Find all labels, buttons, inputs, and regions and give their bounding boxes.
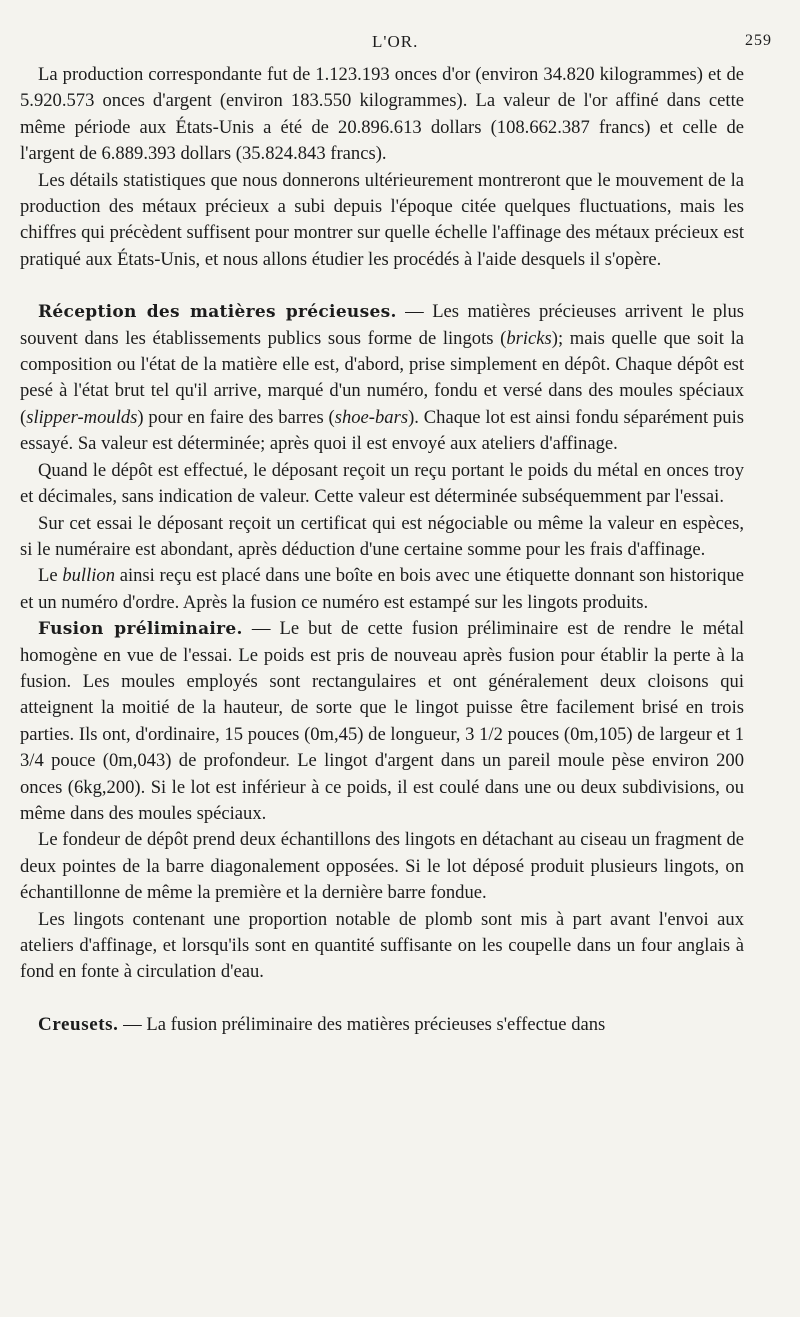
body-text (20, 62, 744, 1038)
paragraph: Le fondeur de dépôt prend deux échantillons des lingots en détachant au ciseau un fragment de deux pointes de la barre diagonalement opposées. Si le lot déposé produit plusieurs lingots, on échantillonne de même la première et la dernière barre fondue. (20, 829, 744, 904)
paragraph: Quand le dépôt est effectué, le déposant reçoit un reçu portant le poids du métal en onces troy et décimales, sans indication de valeur. Cette valeur est déterminée subséquemment par l'essai. (20, 459, 744, 508)
section-heading-creusets: Creusets. (38, 1013, 119, 1035)
creusets-paragraph: Creusets. — La fusion préliminaire des matières précieuses s'effectue dans (38, 1013, 606, 1035)
section-heading-fusion: Fusion préliminaire. (38, 619, 243, 640)
page-number: 259 (745, 32, 772, 49)
reception-paragraph: Réception des matières précieuses. — Les matières précieuses arrivent le plus souvent dans les établissements publics sous forme de lingots (bricks); mais quelle que soit la composition ou l'état de la matière elle est, d'abord, prise simplement en dépôt. Chaque dépôt est pesé à l'état brut tel qu'il arrive, marqué d'un numéro, fondu et versé dans des moules spéciaux (slipper-moulds) pour en faire des barres (shoe-bars). Chaque lot est ainsi fondu séparément puis essayé. Sa valeur est déterminée; après quoi il est envoyé aux ateliers d'affinage. (20, 301, 744, 455)
running-title: L'OR. (372, 32, 419, 51)
running-head (20, 28, 772, 62)
section-heading-reception: Réception des matières précieuses. (38, 302, 397, 323)
paragraph: Les détails statistiques que nous donnerons ultérieurement montreront que le mouvement de la production des métaux précieux a subi depuis l'époque citée quelques fluctuations, mais les chiffres qui précèdent suffisent pour montrer sur quelle échelle l'affinage des métaux précieux est pratiqué aux États-Unis, et nous allons étudier les procédés à l'aide desquels il s'opère. (20, 169, 744, 270)
fusion-paragraph: Fusion préliminaire. — Le but de cette fusion préliminaire est de rendre le métal homogène en vue de l'essai. Le poids est pris de nouveau après fusion pour établir la perte à la fusion. Les moules employés sont rectangulaires et ont généralement deux cloisons qui atteignent la moitié de la hauteur, de sorte que le lingot puisse être facilement brisé en trois parties. Ils ont, d'ordinaire, 15 pouces (0m,45) de longueur, 3 1/2 pouces (0m,105) de largeur et 1 3/4 pouce (0m,043) de profondeur. Le lingot d'argent dans un pareil moule pèse environ 200 onces (6kg,200). Si le lot est inférieur à ce poids, il est coulé dans une ou deux subdivisions, ou même dans des moules spéciaux. (20, 618, 744, 824)
paragraph: Sur cet essai le déposant reçoit un certificat qui est négociable ou même la valeur en espèces, si le numéraire est abondant, après déduction d'une certaine somme pour les frais d'affinage. (20, 512, 744, 560)
paragraph: La production correspondante fut de 1.123.193 onces d'or (environ 34.820 kilogrammes) et de 5.920.573 onces d'argent (environ 183.550 kilogrammes). La valeur de l'or affiné dans cette même période aux États-Unis a été de 20.896.613 dollars (108.662.387 francs) et celle de l'argent de 6.889.393 dollars (35.824.843 francs). (20, 64, 744, 165)
paragraph: Le bullion ainsi reçu est placé dans une boîte en bois avec une étiquette donnant son historique et un numéro d'ordre. Après la fusion ce numéro est estampé sur les lingots produits. (20, 565, 744, 613)
paragraph: Les lingots contenant une proportion notable de plomb sont mis à part avant l'envoi aux ateliers d'affinage, et lorsqu'ils sont en quantité suffisante on les coupelle dans un four anglais à fond en fonte à circulation d'eau. (20, 908, 744, 983)
